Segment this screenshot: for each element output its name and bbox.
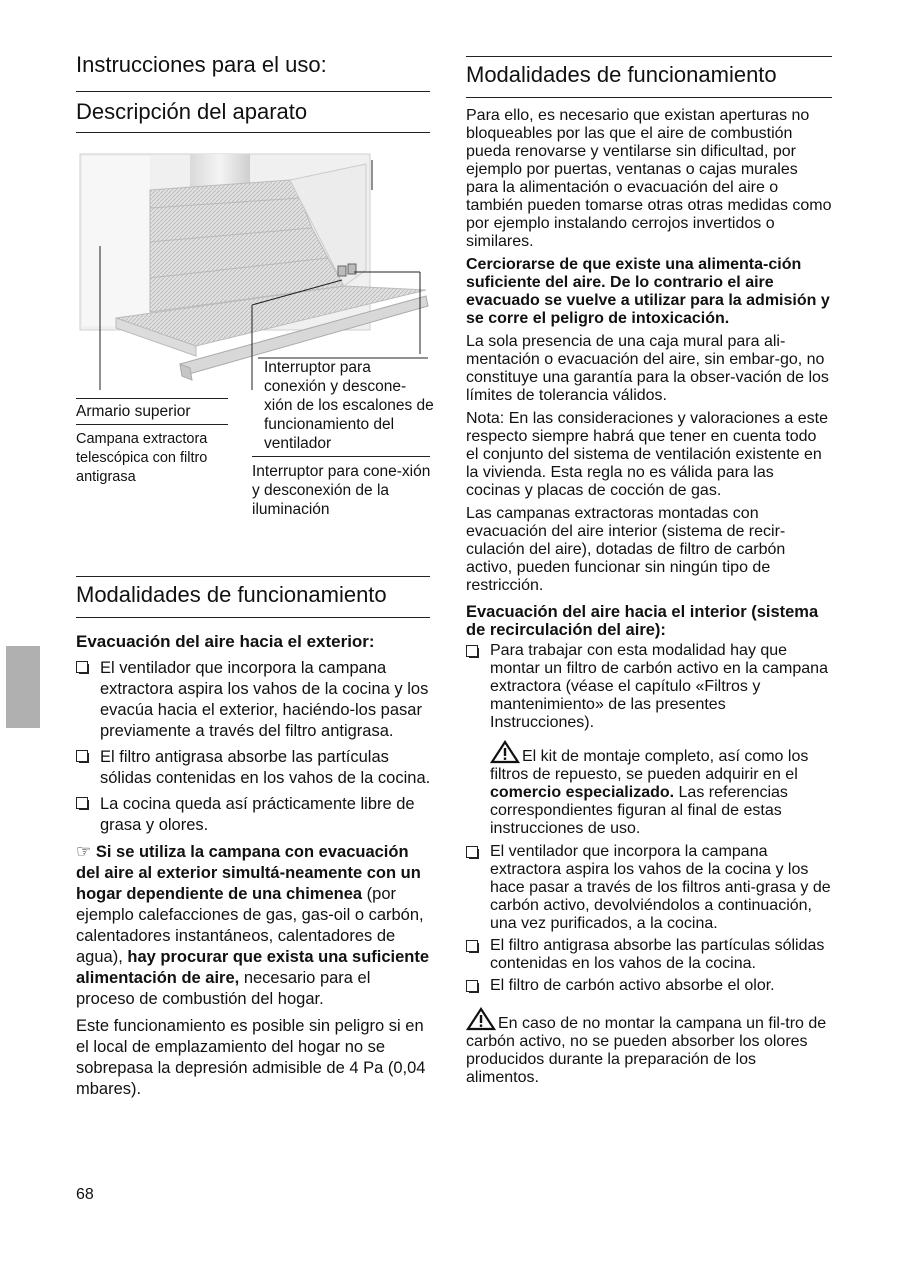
closing-paragraph: Este funcionamiento es posible sin peligro si en el local de emplazamiento del hogar no se sobrepasa la depresión admisible de 4 Pa (0,04 mbares).	[76, 1017, 426, 1098]
checkbox-bullet-icon	[466, 980, 478, 992]
label-light-switch: Interruptor para cone-xión y desconexión de la iluminación	[252, 463, 431, 518]
list-item: El filtro antigrasa absorbe las partículas sólidas contenidas en los vahos de la cocina.	[76, 747, 432, 789]
checkbox-bullet-icon	[466, 940, 478, 952]
checkbox-bullet-icon	[76, 661, 88, 673]
checkbox-bullet-icon	[466, 846, 478, 858]
subheading-exterior: Evacuación del aire hacia el exterior:	[76, 632, 375, 651]
warning-kit: El kit de montaje completo, así como los filtros de repuesto, se pueden adquirir en el comercio especializado. Las referencias correspondientes figuran al final de estas instrucciones de uso.	[466, 740, 832, 838]
hood-illustration	[76, 150, 436, 390]
subheading-interior: Evacuación del aire hacia el interior (sistema de recirculación del aire):	[466, 603, 819, 639]
list-item: Para trabajar con esta modalidad hay que montar un filtro de carbón activo en la campana extractora (véase el capítulo «Filtros y mantenimiento» de las presentes Instrucciones).	[466, 642, 832, 732]
section-title-right: Modalidades de funcionamiento	[466, 62, 777, 87]
list-item: La cocina queda así prácticamente libre de grasa y olores.	[76, 794, 432, 836]
list-item: El ventilador que incorpora la campana extractora aspira los vahos de la cocina y los hace pasar a través de los filtros anti-grasa y de carbón activo, devolviéndolos a continuación, una vez purificados, a la cocina.	[466, 843, 832, 933]
warning-no-carbon: En caso de no montar la campana un fil-tro de carbón activo, no se pueden absorber los olores producidos durante la preparación de los alimentos.	[466, 1007, 832, 1087]
divider	[76, 617, 430, 618]
paragraph: Para ello, es necesario que existan aperturas no bloqueables por las que el aire de combustión pueda renovarse y ventilarse sin dificultad, por ejemplo por puertas, ventanas o cajas murales para la alimentación o evacuación del aire o también pueden tomarse otras otras medidas como por ejemplo instalando cerrojos invertidos o similares.	[466, 107, 832, 250]
warning-triangle-icon	[490, 740, 520, 764]
warning-paragraph: Cerciorarse de que existe una alimenta-ción suficiente del aire. De lo contrario el aire evacuado se vuelve a utilizar para la admisión y se corre el peligro de intoxicación.	[466, 256, 830, 327]
description-title: Descripción del aparato	[76, 99, 308, 124]
chimney-note: ☞ Si se utiliza la campana con evacuación del aire al exterior simultá-neamente con un hogar dependiente de una chimenea (por ejemplo calefacciones de gas, gas-oil o carbón, calentadores instantáneos, calentadores de agua), hay procurar que exista una suficiente alimentación de aire, necesario para el proceso de combustión del hogar.	[76, 842, 430, 1008]
divider	[466, 56, 832, 57]
divider	[76, 132, 430, 133]
checkbox-bullet-icon	[76, 797, 88, 809]
instructions-title: Instrucciones para el uso:	[76, 52, 327, 77]
section-title-left: Modalidades de funcionamiento	[76, 582, 387, 607]
warning-triangle-icon	[466, 1007, 496, 1031]
note-paragraph: Nota: En las consideraciones y valoraciones a este respecto siempre habrá que tener en cuenta todo el conjunto del sistema de ventilación existente en la vivienda. Esta regla no es válida para las cocinas y placas de cocción de gas.	[466, 410, 828, 499]
list-item: El ventilador que incorpora la campana extractora aspira los vahos de la cocina y los evacúa hacia el exterior, haciéndo-los pasar previamente a través del filtro antigrasa.	[76, 658, 432, 742]
label-upper-cabinet: Armario superior	[76, 403, 191, 420]
label-hood: Campana extractora telescópica con filtro antigrasa	[76, 431, 208, 485]
paragraph: La sola presencia de una caja mural para ali-mentación o evacuación del aire, sin embar-go, no constituye una garantía para la obser-vación de los límites de tolerancia válidos.	[466, 333, 829, 404]
divider	[466, 97, 832, 98]
chapter-tab	[6, 646, 40, 728]
list-item: El filtro de carbón activo absorbe el olor.	[466, 977, 832, 995]
list-item: El filtro antigrasa absorbe las partículas sólidas contenidas en los vahos de la cocina.	[466, 937, 832, 973]
label-fan-switch: Interruptor para conexión y descone-xión de los escalones de funcionamiento del ventilador	[264, 359, 434, 452]
paragraph: Las campanas extractoras montadas con evacuación del aire interior (sistema de recir-culación del aire), dotadas de filtro de carbón activo, pueden funcionar sin ningún tipo de restricción.	[466, 505, 786, 594]
checkbox-bullet-icon	[76, 750, 88, 762]
divider	[76, 576, 430, 577]
divider	[76, 91, 430, 92]
page-number: 68	[76, 1186, 94, 1203]
pointing-hand-icon: ☞	[76, 842, 92, 861]
checkbox-bullet-icon	[466, 645, 478, 657]
